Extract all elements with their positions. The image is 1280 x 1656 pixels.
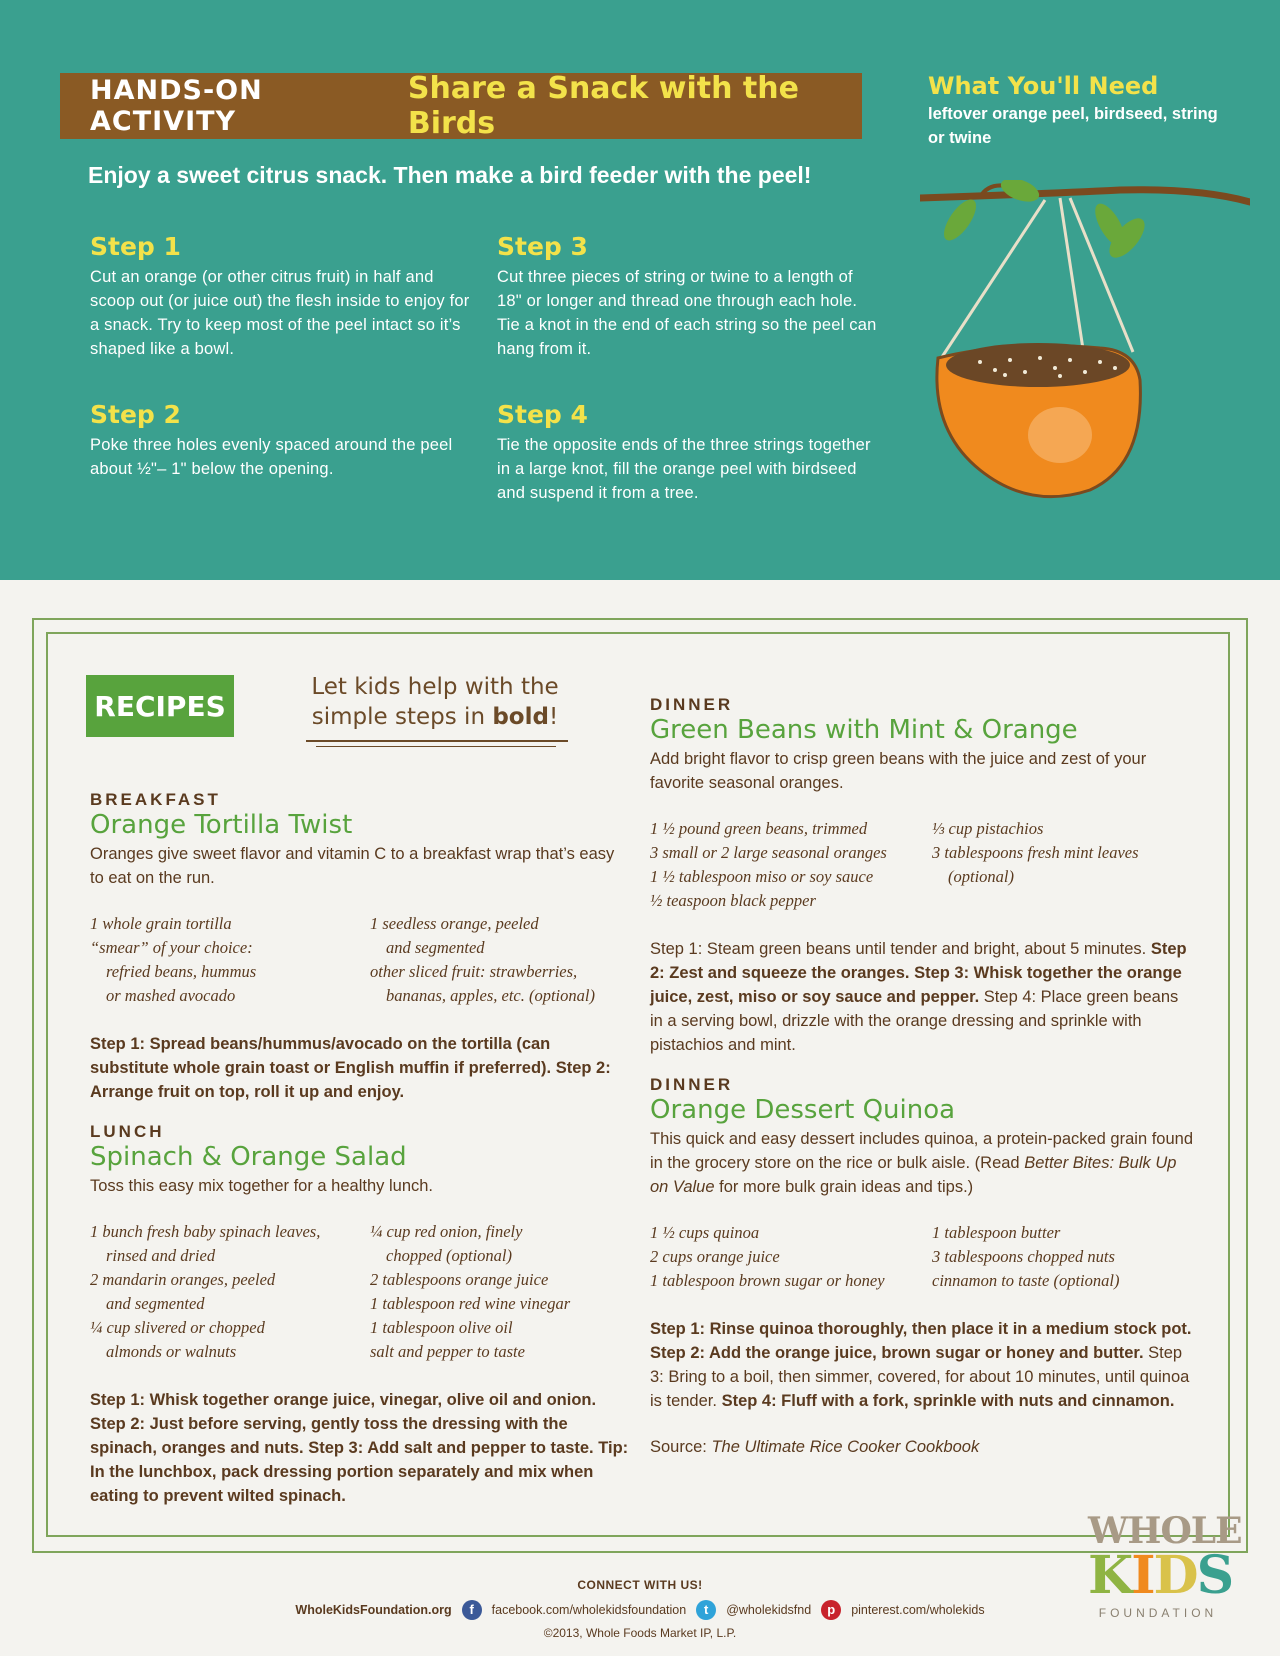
- need-title: What You'll Need: [928, 72, 1159, 100]
- helper-underline-2: [316, 746, 556, 747]
- step-3: [497, 232, 877, 361]
- helper-underline: [306, 740, 568, 742]
- pinterest-icon[interactable]: p: [821, 1600, 841, 1620]
- recipe-dinner-quinoa: [650, 1075, 1195, 1459]
- recipe-lunch: [90, 1122, 630, 1508]
- recipe-steps: Step 1: Rinse quinoa thoroughly, then place it in a medium stock pot. Step 2: Add the orange juice, brown sugar or honey and butter. Step 3: Bring to a boil, then simmer, covered, for about 10 minutes, until quinoa is tender. Step 4: Fluff with a fork, sprinkle with nuts and cinnamon.: [650, 1320, 1192, 1410]
- what-youll-need: [928, 72, 1228, 150]
- recipe-title: Orange Dessert Quinoa: [650, 1095, 956, 1125]
- facebook-link[interactable]: facebook.com/wholekidsfoundation: [491, 1603, 687, 1617]
- ingredients-col-2: 1 seedless orange, peeled and segmented other sliced fruit: strawberries, bananas, apples, etc. (optional): [370, 914, 595, 1005]
- connect-heading: CONNECT WITH US!: [577, 1578, 703, 1592]
- step-1-text: Cut an orange (or other citrus fruit) in half and scoop out (or juice out) the flesh inside to enjoy for a snack. Try to keep most of the peel intact so it’s shaped like a bowl.: [90, 268, 470, 358]
- recipe-description: This quick and easy dessert includes quinoa, a protein-packed grain found in the grocery store on the rice or bulk aisle. (Read Better Bites: Bulk Up on Value for more bulk grain ideas and tips.): [650, 1130, 1194, 1196]
- step-3-text: Cut three pieces of string or twine to a length of 18" or longer and thread one through each hole. Tie a knot in the end of each string so the peel can hang from it.: [497, 268, 877, 358]
- need-text: leftover orange peel, birdseed, string or twine: [928, 105, 1218, 147]
- step-2: [90, 400, 470, 481]
- ingredients-col-1: 1 ½ cups quinoa 2 cups orange juice 1 tablespoon brown sugar or honey: [650, 1223, 885, 1290]
- meal-label: DINNER: [650, 1075, 734, 1094]
- orange-bird-feeder-illustration: [920, 180, 1250, 540]
- step-2-title: Step 2: [90, 400, 181, 429]
- ingredients: [650, 1221, 1195, 1293]
- ingredients-col-2: 1 tablespoon butter 3 tablespoons chopped nuts cinnamon to taste (optional): [932, 1223, 1120, 1290]
- website-link[interactable]: WholeKidsFoundation.org: [295, 1603, 452, 1617]
- ingredients-col-1: 1 ½ pound green beans, trimmed 3 small or 2 large seasonal oranges 1 ½ tablespoon miso or soy sauce ½ teaspoon black pepper: [650, 819, 887, 910]
- recipe-title: Spinach & Orange Salad: [90, 1142, 407, 1172]
- whole-kids-foundation-logo: WHOLE KIDS FOUNDATION: [1088, 1510, 1242, 1620]
- step-2-text: Poke three holes evenly spaced around the peel about ½"– 1" below the opening.: [90, 436, 453, 478]
- recipes-label: RECIPES: [86, 675, 234, 737]
- meal-label: DINNER: [650, 695, 734, 714]
- step-1: [90, 232, 470, 361]
- step-4-title: Step 4: [497, 400, 588, 429]
- ingredients-col-2: ⅓ cup pistachios 3 tablespoons fresh mint leaves (optional): [932, 819, 1139, 886]
- meal-label: BREAKFAST: [90, 790, 221, 809]
- step-4: [497, 400, 877, 505]
- ingredients-col-1: 1 bunch fresh baby spinach leaves, rinsed and dried 2 mandarin oranges, peeled and segmented ¼ cup slivered or chopped almonds or walnuts: [90, 1222, 321, 1361]
- step-1-title: Step 1: [90, 232, 181, 261]
- ingredients-col-2: ¼ cup red onion, finely chopped (optional) 2 tablespoons orange juice 1 tablespoon red wine vinegar 1 tablespoon olive oil salt and pepper to taste: [370, 1222, 571, 1361]
- helper-line-1: Let kids help with the: [311, 674, 559, 700]
- copyright: ©2013, Whole Foods Market IP, L.P.: [543, 1626, 737, 1640]
- helper-line-2: simple steps in bold!: [311, 704, 559, 730]
- step-4-text: Tie the opposite ends of the three strings together in a large knot, fill the orange peel with birdseed and suspend it from a tree.: [497, 436, 871, 502]
- ingredients-col-1: 1 whole grain tortilla “smear” of your choice: refried beans, hummus or mashed avocado: [90, 914, 257, 1005]
- recipe-breakfast: [90, 790, 630, 1104]
- activity-intro: Enjoy a sweet citrus snack. Then make a bird feeder with the peel!: [88, 162, 812, 188]
- activity-banner: [60, 73, 862, 139]
- recipe-title: Green Beans with Mint & Orange: [650, 715, 1078, 745]
- recipe-dinner-green-beans: [650, 695, 1195, 1057]
- twitter-icon[interactable]: t: [696, 1600, 716, 1620]
- meal-label: LUNCH: [90, 1122, 165, 1141]
- recipe-description: Toss this easy mix together for a healthy lunch.: [90, 1177, 434, 1195]
- footer: [280, 1578, 1000, 1640]
- pinterest-link[interactable]: pinterest.com/wholekids: [851, 1603, 985, 1617]
- step-3-title: Step 3: [497, 232, 588, 261]
- ingredients: [90, 1220, 630, 1364]
- twitter-link[interactable]: @wholekidsfnd: [726, 1603, 812, 1617]
- banner-label: HANDS-ON ACTIVITY: [90, 75, 263, 137]
- recipe-steps: Step 1: Steam green beans until tender and bright, about 5 minutes. Step 2: Zest and squeeze the oranges. Step 3: Whisk together the orange juice, zest, miso or soy sauce and pepper. Step 4: Place green beans in a serving bowl, drizzle with the orange dressing and sprinkle with pistachios and mint.: [650, 940, 1187, 1054]
- social-links: [280, 1600, 1000, 1620]
- kids-helper-note: [300, 672, 570, 732]
- banner-title: Share a Snack with the Birds: [407, 71, 799, 141]
- recipe-source: Source: The Ultimate Rice Cooker Cookbook: [650, 1438, 980, 1456]
- ingredients: [90, 912, 630, 1008]
- recipe-steps: Step 1: Spread beans/hummus/avocado on the tortilla (can substitute whole grain toast or English muffin if preferred). Step 2: Arrange fruit on top, roll it up and enjoy.: [90, 1035, 611, 1101]
- recipe-steps: Step 1: Whisk together orange juice, vinegar, olive oil and onion. Step 2: Just before serving, gently toss the dressing with the spinach, oranges and nuts. Step 3: Add salt and pepper to taste. Tip: In the lunchbox, pack dressing portion separately and mix when eating to prevent wilted spinach.: [90, 1391, 629, 1505]
- facebook-icon[interactable]: f: [462, 1600, 482, 1620]
- recipe-description: Oranges give sweet flavor and vitamin C to a breakfast wrap that’s easy to eat on the run.: [90, 845, 615, 887]
- recipe-description: Add bright flavor to crisp green beans with the juice and zest of your favorite seasonal oranges.: [650, 750, 1147, 792]
- ingredients: [650, 817, 1195, 913]
- recipe-title: Orange Tortilla Twist: [90, 810, 353, 840]
